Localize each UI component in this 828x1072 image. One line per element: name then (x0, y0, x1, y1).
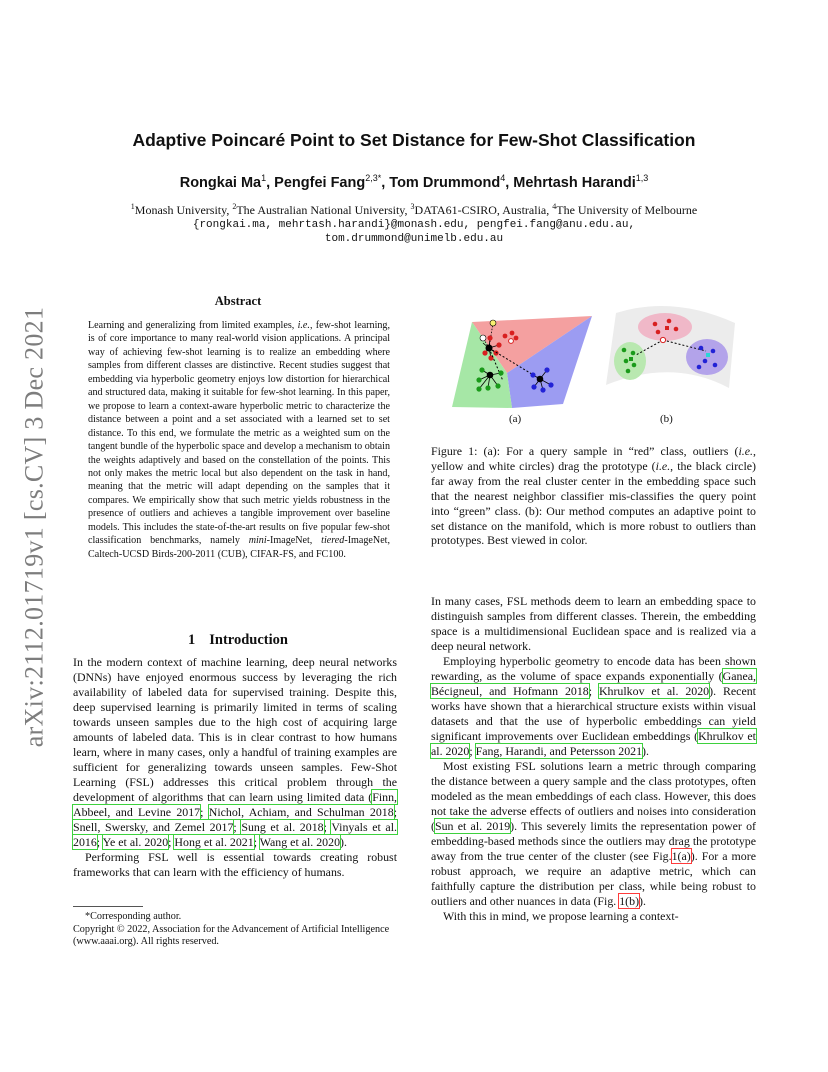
affiliations-block (60, 200, 768, 247)
email-line[interactable]: {rongkai.ma, mehrtash.harandi}@monash.edu, pengfei.fang@anu.edu.au, (192, 218, 636, 231)
paragraph (73, 655, 397, 850)
introduction-right-column (431, 594, 756, 924)
citation-link[interactable]: Finn, Abbeel, and Levine 2017 (73, 790, 397, 819)
figure-reference-link[interactable]: 1(b) (619, 894, 640, 908)
text-run: ; (588, 684, 599, 698)
affiliation-mark: 3 (410, 202, 415, 211)
arxiv-id-text: arXiv:2112.01719v1 [cs.CV] 3 Dec 2021 (19, 306, 49, 748)
text-run: ; (253, 835, 260, 849)
author-affiliation-mark: 2,3* (365, 173, 382, 183)
italic-text: i.e. (655, 458, 671, 473)
author-list: Rongkai Ma$^1$, Pengfei Fang$^{2,3*}$, Tom Drummond$^4$, Mehrtash Harandi$^{1,3}$ (179, 173, 649, 191)
text-run: ). This severely limits the representation power of embedding-based methods since the outliers may drag the prototype away from the true center of the cluster (see Fig. (431, 819, 756, 863)
text-run: ). (639, 894, 646, 908)
corresponding-author-note: *Corresponding author. (85, 911, 182, 922)
citation-link[interactable]: Ganea, Bécigneul, and Hofmann 2018 (431, 669, 756, 698)
citation-link[interactable]: Vinyals et al. 2016 (73, 820, 397, 849)
text-run: ). Recent works have shown that a hierarchical structure exists within visual datasets and that the use of hyperbolic embeddings can yield significant improvements over Euclidean embeddings ( (431, 684, 756, 743)
affiliation-name: The University of Melbourne (556, 203, 698, 217)
section-number: 1 (188, 632, 196, 648)
citation-link[interactable]: Sung et al. 2018 (241, 820, 324, 834)
footnote-divider (73, 906, 143, 907)
citation-link[interactable]: Hong et al. 2021 (174, 835, 254, 849)
white-outlier (480, 335, 486, 341)
paragraph (431, 594, 756, 654)
text-run: In the modern context of machine learning, deep neural networks (DNNs) have enjoyed enormous success by leveraging the rich availability of labeled data for supervised training. Despite this, deep supervised learning is primarily limited in terms of scaling towards unseen samples due to the high cost of acquiring large amounts of labeled data. This is in clear contrast to how humans learn, where in many cases, only a handful of training examples are sufficient for generalizing towards unseen samples. Few-Shot Learning (FSL) addresses this critical problem through the development of algorithms that can learn using limited data ( (73, 655, 397, 804)
author-name: Mehrtash Harandi (513, 174, 636, 191)
citation-link[interactable]: Sun et al. 2019 (434, 819, 511, 833)
text-run: Employing hyperbolic geometry to encode data has been shown rewarding, as the volume of space expands exponentially ( (431, 654, 756, 683)
affiliation-mark: 4 (552, 202, 557, 211)
author-name: Pengfei Fang (274, 174, 366, 191)
citation-link[interactable]: Khrulkov et al. 2020 (598, 684, 710, 698)
affiliation-name: DATA61-CSIRO, Australia (414, 203, 547, 217)
citation-link[interactable]: Khrulkov et al. 2020 (431, 729, 756, 758)
figure-1-caption (431, 444, 756, 548)
author-name: Rongkai Ma (179, 174, 262, 191)
text-run: Performing FSL well is essential towards creating robust frameworks that can learn with the efficiency of humans. (73, 850, 397, 879)
text-run: , the black circle) far away from the real cluster center in the embedding space such that the nearest neighbor classifier mis-classifies the query point into “green” class. (b): Our method computes an adaptive point to set distance on the manifold, which is more robust to outliers than prototypes. Best viewed in color. (431, 458, 756, 548)
citation-link[interactable]: Nichol, Achiam, and Schulman 2018 (208, 805, 394, 819)
text-run: -ImageNet, (266, 535, 322, 547)
footnote (73, 911, 397, 949)
text-run: ; (96, 835, 103, 849)
paragraph (73, 850, 397, 880)
citation-link[interactable]: Ye et al. 2020 (102, 835, 169, 849)
text-run: With this in mind, we propose learning a context- (443, 909, 679, 923)
figure-1b-hyperbolic-manifold (606, 306, 735, 388)
text-run: , few-shot learning, is of core importance to many real-world vision applications. A principal way of achieving few-shot learning is to realize an embedding where samples from different classes are distinctive. Recent studies suggest that embedding via hyperbolic geometry enjoys low distortion for hierarchical and structured data, making it suitable for few-shot learning. In this paper, we propose to learn a context-aware hyperbolic metric to characterize the distance between a point and a set associated with a learned set to set distance. To this end, we formulate the metric as a weighted sum on the tangent bundle of the hyperbolic space and develop a mechanism to obtain the weights adaptively and based on the constellation of the points. This not only makes the metric local but also dependent on the task in hand, meaning that the metric will adapt depending on the samples that it compares. We empirically show that such metric yields robustness in the presence of outliers and achieves a tangible improvement over baseline models. This includes the state-of-the-art results on five popular few-shot classification benchmarks, namely (88, 320, 391, 547)
paper-title: Adaptive Poincaré Point to Set Distance for Few-Shot Classification (132, 130, 696, 150)
text-run: -ImageNet, Caltech-UCSD Birds-200-2011 (CUB), CIFAR-FS, and FC100. (88, 535, 391, 560)
abstract-body (88, 319, 390, 561)
author-affiliation-mark: 1 (261, 173, 267, 183)
text-run: ; (323, 820, 332, 834)
text-run: , yellow and white circles) drag the prototype ( (431, 444, 756, 473)
text-run: ; (168, 835, 175, 849)
text-run: Figure 1: (a): For a query sample in “red” class, outliers ( (431, 444, 739, 458)
copyright-notice: Copyright © 2022, Association for the Advancement of Artificial Intelligence (www.aaai.org). All rights reserved. (73, 923, 390, 947)
arxiv-identifier-stamp (14, 292, 54, 762)
text-run: Most existing FSL solutions learn a metric through comparing the distance between a query sample and the class prototypes, often modeled as the mean embeddings of each class. However, this does not take the adverse effects of outliers and noises into consideration ( (431, 759, 756, 833)
section-title: Introduction (209, 632, 288, 648)
italic-text: mini (248, 535, 267, 547)
figure-1b-label: (b) (660, 413, 673, 425)
affiliation-name: Monash University (134, 203, 227, 217)
affiliation-mark: 1 (130, 202, 135, 211)
italic-text: tiered (321, 535, 345, 547)
figure-1a-label: (a) (509, 413, 522, 425)
citation-link[interactable]: Wang et al. 2020 (259, 835, 341, 849)
paragraph (431, 909, 756, 924)
section-heading-introduction (60, 632, 416, 649)
text-run: ; (393, 805, 397, 819)
text-run: ). For a more robust approach, we require an adaptive metric, which can faithfully capture the distribution per class, while being robust to outliers and other nuances in data (Fig. (431, 849, 756, 908)
citation-link[interactable]: Fang, Harandi, and Petersson 2021 (475, 744, 643, 758)
author-affiliation-mark: 4 (500, 173, 506, 183)
text-run: ). (642, 744, 649, 758)
text-run: ; (233, 820, 242, 834)
figure-1 (443, 293, 773, 433)
text-run: ). (340, 835, 347, 849)
paragraph (431, 654, 756, 759)
figure-1-graphic (443, 293, 773, 433)
author-affiliation-mark: 1,3 (635, 173, 649, 183)
introduction-left-column (73, 655, 397, 880)
yellow-outlier (490, 320, 496, 326)
text-run: ; (200, 805, 209, 819)
email-line[interactable]: tom.drummond@unimelb.edu.au (324, 233, 504, 245)
citation-link[interactable]: Snell, Swersky, and Zemel 2017 (73, 820, 234, 834)
affiliation-mark: 2 (232, 202, 237, 211)
text-run: In many cases, FSL methods deem to learn an embedding space to distinguish samples from different classes. Therein, the embedding space is a multidimensional Euclidean space and is realized via a deep neural network. (431, 594, 756, 653)
italic-text: i.e. (738, 444, 754, 458)
affiliation-line: $^1$Monash University, $^2$The Australian National University, $^3$DATA61-CSIRO, Australia, $^4$The University of Melbourne (130, 202, 698, 217)
text-run: Learning and generalizing from limited examples, (88, 320, 298, 331)
abstract-heading: Abstract (214, 294, 262, 308)
author-name: Tom Drummond (389, 174, 501, 191)
figure-1a-embedding-space (452, 316, 592, 408)
paragraph (431, 759, 756, 909)
figure-reference-link[interactable]: 1(a) (671, 849, 691, 863)
italic-text: i.e. (297, 320, 310, 331)
affiliation-name: The Australian National University (236, 203, 405, 217)
text-run: ; (469, 744, 476, 758)
